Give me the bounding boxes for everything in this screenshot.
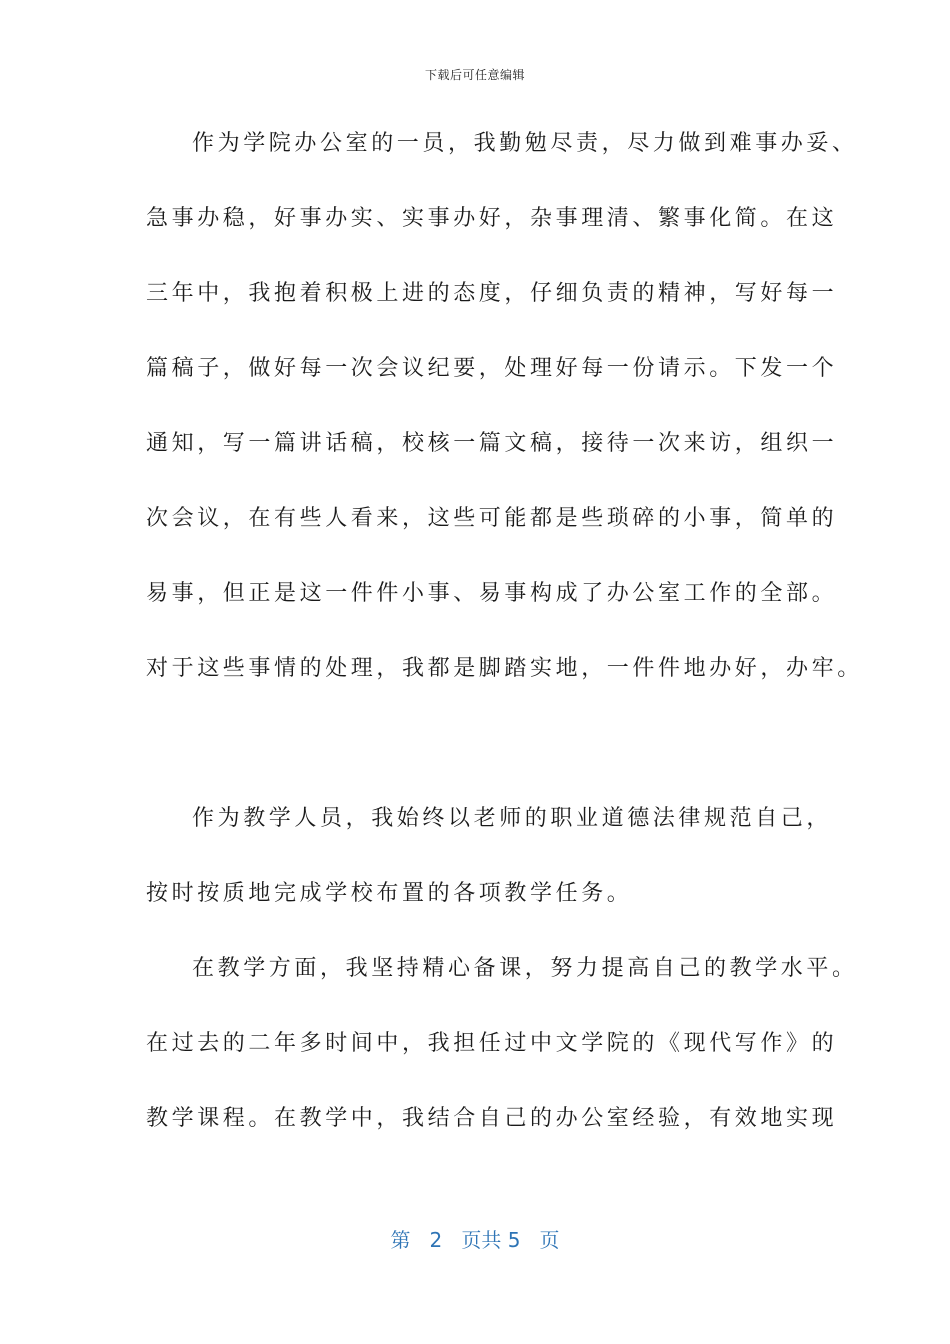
paragraph-line: 次会议，在有些人看来，这些可能都是些琐碎的小事，简单的 <box>146 506 838 531</box>
paragraph-line: 通知，写一篇讲话稿，校核一篇文稿，接待一次来访，组织一 <box>146 431 838 456</box>
paragraph-line: 在过去的二年多时间中，我担任过中文学院的《现代写作》的 <box>146 1031 838 1056</box>
paragraph-line: 作为教学人员，我始终以老师的职业道德法律规范自己， <box>192 806 833 831</box>
footer-page-number: 2 <box>429 1228 443 1252</box>
paragraph-line: 作为学院办公室的一员，我勤勉尽责，尽力做到难事办妥、 <box>192 131 858 156</box>
footer-prefix: 第 <box>390 1228 411 1252</box>
paragraph-line: 三年中，我抱着积极上进的态度，仔细负责的精神，写好每一 <box>146 281 838 306</box>
footer-middle: 页共 <box>461 1228 502 1252</box>
paragraph-line: 教学课程。在教学中，我结合自己的办公室经验，有效地实现 <box>146 1106 838 1131</box>
page-footer <box>0 1224 950 1253</box>
footer-total-pages: 5 <box>507 1228 521 1252</box>
page-header: 下载后可任意编辑 <box>424 68 525 82</box>
footer-suffix: 页 <box>539 1228 560 1252</box>
paragraph-line: 按时按质地完成学校布置的各项教学任务。 <box>146 881 633 906</box>
paragraph-line: 在教学方面，我坚持精心备课，努力提高自己的教学水平。 <box>192 956 858 981</box>
paragraph-line: 易事，但正是这一件件小事、易事构成了办公室工作的全部。 <box>146 581 838 606</box>
paragraph-line: 对于这些事情的处理，我都是脚踏实地，一件件地办好，办牢。 <box>146 656 863 681</box>
paragraph-line: 急事办稳，好事办实、实事办好，杂事理清、繁事化简。在这 <box>146 206 838 231</box>
paragraph-line: 篇稿子，做好每一次会议纪要，处理好每一份请示。下发一个 <box>146 356 838 381</box>
